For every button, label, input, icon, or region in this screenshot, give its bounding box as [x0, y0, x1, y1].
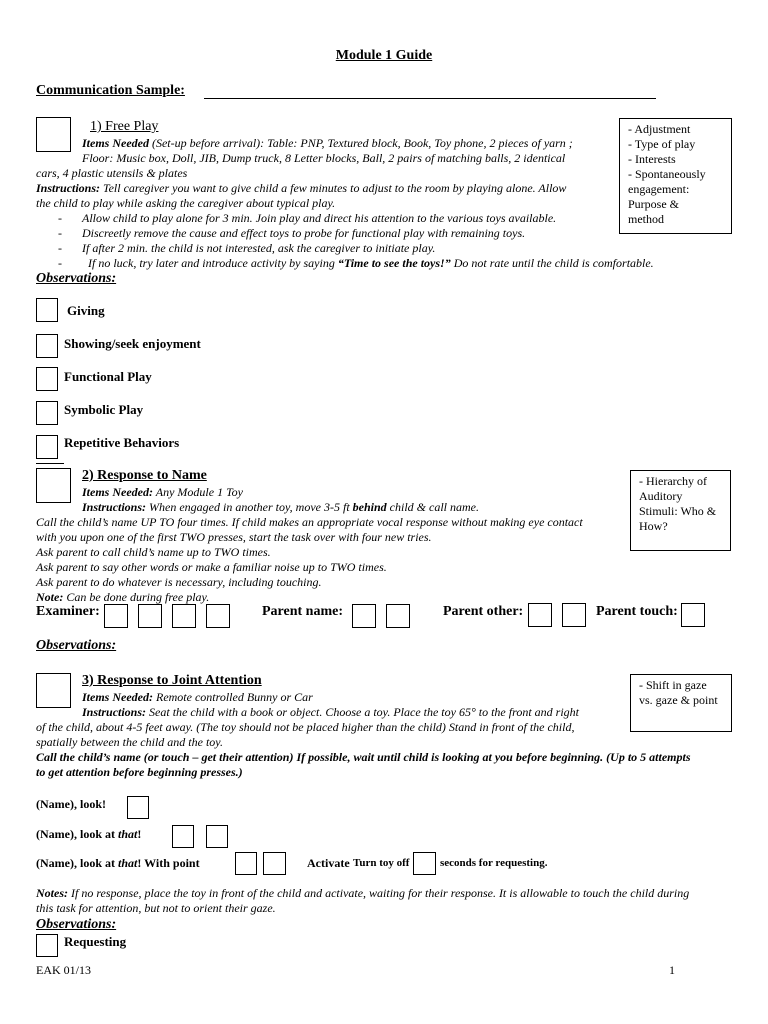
parent-other-checkbox-1[interactable]	[528, 603, 552, 627]
sidebox-line: - Adjustment	[628, 122, 691, 136]
items-text: Remote controlled Bunny or Car	[152, 690, 313, 704]
examiner-checkbox-4[interactable]	[206, 604, 230, 628]
instructions-text: Tell caregiver you want to give child a few minutes to adjust to the room by playing alone. Allow	[100, 181, 567, 195]
items-needed-label: Items Needed:	[82, 690, 153, 704]
repetitive-behaviors-label: Repetitive Behaviors	[64, 435, 180, 450]
joint-attention-bold-2: to get attention before beginning presses.)	[36, 765, 243, 779]
look-with-point-label	[36, 856, 200, 871]
sidebox-line: - Hierarchy of	[639, 474, 707, 488]
items-needed-label: Items Needed	[82, 136, 149, 150]
showing-label: Showing/seek enjoyment	[64, 336, 201, 351]
look-at-that-checkbox-1[interactable]	[172, 825, 194, 848]
notes-text: If no response, place the toy in front of the child and activate, waiting for their response. It is allowable to touch the child during	[68, 886, 690, 900]
page-number: 1	[669, 963, 675, 977]
symbolic-play-label: Symbolic Play	[64, 402, 144, 417]
bullet-quote: “Time to see the toys!”	[337, 256, 451, 270]
look-at-that-checkbox-2[interactable]	[206, 825, 228, 848]
parent-touch-label: Parent touch:	[596, 604, 678, 619]
sidebox-line: How?	[639, 519, 668, 533]
joint-attention-items	[82, 690, 313, 705]
note-label: Note:	[36, 590, 64, 604]
items-text: Any Module 1 Toy	[152, 485, 243, 499]
communication-sample-label: Communication Sample:	[36, 83, 185, 98]
look-label: (Name), look!	[36, 797, 106, 811]
response-note	[36, 590, 209, 605]
free-play-heading: 1) Free Play	[90, 119, 159, 134]
instructions-bold: behind	[352, 500, 387, 514]
items-text: (Set-up before arrival): Table: PNP, Textured block, Book, Toy phone, 2 pieces of yarn ;	[148, 136, 573, 150]
instructions-label: Instructions:	[82, 500, 147, 514]
note-text: Can be done during free play.	[63, 590, 210, 604]
functional-play-checkbox[interactable]	[36, 367, 58, 391]
sidebox-line: method	[628, 212, 664, 226]
response-to-name-items	[82, 485, 243, 500]
parent-name-label: Parent name:	[262, 604, 343, 619]
parent-other-label: Parent other:	[443, 604, 524, 619]
bullet-text: Allow child to play alone for 3 min. Join play and direct his attention to the various toys available.	[82, 211, 557, 225]
sidebox-line: Auditory	[639, 489, 683, 503]
free-play-floor-2: cars, 4 plastic utensils & plates	[36, 166, 188, 180]
bullet-text: If no luck, try later and introduce activity by saying	[88, 256, 338, 270]
parent-other-checkbox-2[interactable]	[562, 603, 586, 627]
response-line: Ask parent to say other words or make a familiar noise up to TWO times.	[36, 560, 387, 574]
parent-name-checkbox-1[interactable]	[352, 604, 376, 628]
examiner-label: Examiner:	[36, 604, 100, 619]
response-line: with you upon one of the first TWO presses, start the task over with four new tries.	[36, 530, 432, 544]
free-play-sidebox	[619, 118, 732, 234]
items-needed-label: Items Needed:	[82, 485, 153, 499]
look-at-that-word: that	[117, 827, 138, 841]
look-point-text: (Name), look at	[36, 856, 118, 870]
joint-attention-heading: 3) Response to Joint Attention	[82, 673, 262, 688]
divider	[36, 463, 64, 464]
response-line: Ask parent to do whatever is necessary, including touching.	[36, 575, 322, 589]
instructions-label: Instructions:	[82, 705, 147, 719]
look-with-point-checkbox-2[interactable]	[263, 852, 286, 875]
free-play-items	[82, 136, 573, 151]
sidebox-line: - Interests	[628, 152, 676, 166]
sidebox-line: Stimuli: Who &	[639, 504, 717, 518]
free-play-bullet: - Discreetly remove the cause and effect toys to probe for functional play with remaining toys.	[58, 226, 526, 240]
repetitive-behaviors-checkbox[interactable]	[36, 435, 58, 459]
response-line: Call the child’s name UP TO four times. If child makes an appropriate vocal response without making eye contact	[36, 515, 583, 529]
page-title: Module 1 Guide	[335, 48, 433, 63]
examiner-checkbox-1[interactable]	[104, 604, 128, 628]
giving-label: Giving	[67, 303, 105, 318]
parent-name-checkbox-2[interactable]	[386, 604, 410, 628]
seconds-label: seconds for requesting.	[440, 857, 548, 869]
free-play-checkbox[interactable]	[36, 117, 71, 152]
sidebox-line: - Spontaneously	[628, 167, 706, 181]
response-to-name-instructions	[82, 500, 479, 515]
joint-attention-instructions-3: spatially between the child and the toy.	[36, 735, 223, 749]
free-play-floor: Floor: Music box, Doll, JIB, Dump truck, 8 Letter blocks, Ball, 2 pairs of matching balls, 2 identical	[82, 151, 566, 165]
response-to-name-checkbox[interactable]	[36, 468, 71, 503]
response-to-name-observations-label: Observations:	[36, 638, 117, 653]
look-point-post: ! With point	[137, 856, 200, 870]
response-line: Ask parent to call child’s name up to TWO times.	[36, 545, 271, 559]
requesting-label: Requesting	[64, 934, 127, 949]
notes-label: Notes:	[36, 886, 68, 900]
showing-checkbox[interactable]	[36, 334, 58, 358]
joint-attention-bold-1: Call the child’s name (or touch – get their attention) If possible, wait until child is looking at you before beginning. (Up to 5 attempts	[36, 750, 691, 764]
free-play-bullet: - If no luck, try later and introduce activity by saying “Time to see the toys!” Do not rate until the child is comfortable.	[58, 256, 654, 270]
instructions-text: When engaged in another toy, move 3-5 ft	[146, 500, 353, 514]
communication-sample-line[interactable]	[204, 98, 656, 99]
response-to-name-sidebox	[630, 470, 731, 551]
look-at-post: !	[137, 827, 142, 841]
examiner-checkbox-2[interactable]	[138, 604, 162, 628]
symbolic-play-checkbox[interactable]	[36, 401, 58, 425]
joint-attention-observations-label: Observations:	[36, 917, 117, 932]
turn-toy-off-checkbox[interactable]	[413, 852, 436, 875]
free-play-bullet: - Allow child to play alone for 3 min. Join play and direct his attention to the various toys available.	[58, 211, 557, 225]
instructions-text: Seat the child with a book or object. Choose a toy. Place the toy 65° to the front and right	[146, 705, 579, 719]
sidebox-line: Purpose &	[628, 197, 679, 211]
free-play-bullet: - If after 2 min. the child is not interested, ask the caregiver to initiate play.	[58, 241, 436, 255]
bullet-text-end: Do not rate until the child is comfortable.	[450, 256, 654, 270]
sidebox-line: - Shift in gaze	[639, 678, 707, 692]
turn-toy-off-label: Turn toy off	[353, 857, 410, 869]
free-play-instructions	[36, 181, 566, 196]
functional-play-label: Functional Play	[64, 369, 152, 384]
giving-checkbox[interactable]	[36, 298, 58, 322]
bullet-text: If after 2 min. the child is not interested, ask the caregiver to initiate play.	[82, 241, 436, 255]
look-at-that-label	[36, 827, 141, 842]
parent-touch-checkbox[interactable]	[681, 603, 705, 627]
joint-attention-notes-2: this task for attention, but not to orient their gaze.	[36, 901, 276, 915]
look-point-that-word: that	[117, 856, 138, 870]
response-to-name-heading: 2) Response to Name	[82, 468, 207, 483]
sidebox-line: engagement:	[628, 182, 690, 196]
look-with-point-checkbox-1[interactable]	[235, 852, 257, 875]
instructions-text-end: child & call name.	[386, 500, 479, 514]
joint-attention-sidebox	[630, 674, 732, 732]
instructions-label: Instructions:	[36, 181, 101, 195]
sidebox-line: vs. gaze & point	[639, 693, 718, 707]
joint-attention-instructions	[82, 705, 579, 720]
footer-code: EAK 01/13	[36, 963, 91, 977]
free-play-observations-label: Observations:	[36, 271, 117, 286]
free-play-instructions-2: the child to play while asking the caregiver about typical play.	[36, 196, 336, 210]
joint-attention-instructions-2: of the child, about 4-5 feet away. (The toy should not be placed higher than the child) Stand in front of the child,	[36, 720, 575, 734]
joint-attention-checkbox[interactable]	[36, 673, 71, 708]
examiner-checkbox-3[interactable]	[172, 604, 196, 628]
joint-attention-notes	[36, 886, 689, 901]
look-at-text: (Name), look at	[36, 827, 118, 841]
activate-label: Activate	[307, 856, 350, 870]
bullet-text: Discreetly remove the cause and effect toys to probe for functional play with remaining toys.	[82, 226, 526, 240]
sidebox-line: - Type of play	[628, 137, 696, 151]
look-checkbox[interactable]	[127, 796, 149, 819]
requesting-checkbox[interactable]	[36, 934, 58, 957]
